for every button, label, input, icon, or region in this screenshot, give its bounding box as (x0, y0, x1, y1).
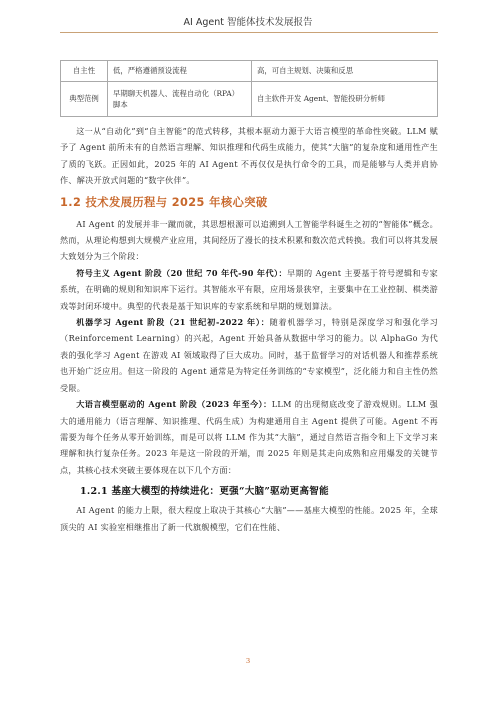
header-divider (60, 32, 438, 33)
paragraph-paradigm-shift: 这一从“自动化”到“自主智能”的范式转移，其根本驱动力源于大语言模型的革命性突破。LLM 赋予了 Agent 前所未有的自然语言理解、知识推理和代码生成能力，使其“大脑”的复杂度和通用性产生了质的飞跃。正因如此，2025 年的 AI Agent 不再仅仅是执行命令的工具，而是能够与人类并肩协作、解决开放式问题的“数字伙伴”。 (60, 126, 438, 186)
stage-label-ml: 机器学习 Agent 阶段（21 世纪初-2022 年）： (76, 317, 270, 328)
paragraph-llm-stage (60, 396, 438, 478)
paragraph-ml-stage (60, 314, 438, 396)
table-cell: 自主软件开发 Agent、智能投研分析师 (252, 82, 438, 117)
page-header-title: AI Agent 智能体技术发展报告 (183, 17, 313, 28)
main-content (60, 123, 438, 535)
table-cell: 低，严格遵循预设流程 (108, 61, 252, 82)
table-cell: 自主性 (61, 61, 108, 82)
table-cell: 早期聊天机器人、流程自动化（RPA）脚本 (108, 82, 252, 117)
paragraph-history-intro: AI Agent 的发展并非一蹴而就，其思想根源可以追溯到人工智能学科诞生之初的“智能体”概念。然而，从理论构想到大规模产业应用，其间经历了漫长的技术积累和数次范式转换。我们可以将其发展大致划分为三个阶段： (60, 218, 438, 262)
comparison-table (60, 60, 438, 117)
stage-text-ml: 随着机器学习，特别是深度学习和强化学习（Reinforcement Learning）的兴起，Agent 开始具备从数据中学习的能力。以 AlphaGo 为代表的强化学习 Agent 在游戏 AI 领域取得了巨大成功。同时，基于监督学习的对话机器人和推荐系统也开始广泛应用。但这一阶段的 Agent 通常是为特定任务训练的“专家模型”，泛化能力和自主性仍然受限。 (60, 317, 438, 393)
paragraph-foundation-models: AI Agent 的能力上限，很大程度上取决于其核心“大脑”——基座大模型的性能。2025 年，全球顶尖的 AI 实验室相继推出了新一代旗舰模型，它们在性能、 (60, 505, 438, 532)
subsection-heading: 1.2.1 基座大模型的持续进化：更强“大脑”驱动更高智能 (80, 486, 329, 498)
page-number: 3 (245, 657, 251, 665)
paragraph-symbolic-stage (60, 265, 438, 314)
table-cell: 高，可自主规划、决策和反思 (252, 61, 438, 82)
section-heading: 1.2 技术发展历程与 2025 年核心突破 (60, 195, 268, 209)
stage-text-llm: LLM 的出现彻底改变了游戏规则。LLM 强大的通用能力（语言理解、知识推理、代码生成）为构建通用自主 Agent 提供了可能。Agent 不再需要为每个任务从零开始训练，而是可以将 LLM 作为其“大脑”，通过自然语言指令和上下文学习来理解和执行复杂任务。2023 年是这一阶段的开端，而 2025 年则是其走向成熟和应用爆发的关键节点，其核心技术突破主要体现在以下几个方面： (60, 399, 438, 475)
stage-label-llm: 大语言模型驱动的 Agent 阶段（2023 年至今）： (76, 399, 272, 410)
stage-label-symbolic: 符号主义 Agent 阶段（20 世纪 70 年代-90 年代）： (76, 267, 287, 278)
stage-text-symbolic: 早期的 Agent 主要基于符号逻辑和专家系统，在明确的规则和知识库下运行。其智能水平有限，应用场景狭窄，主要集中在工业控制、棋类游戏等封闭环境中。典型的代表是基于知识库的专家系统和早期的规划算法。 (60, 267, 438, 311)
table-row (61, 82, 438, 117)
table-row (61, 61, 438, 82)
table-cell: 典型范例 (61, 82, 108, 117)
